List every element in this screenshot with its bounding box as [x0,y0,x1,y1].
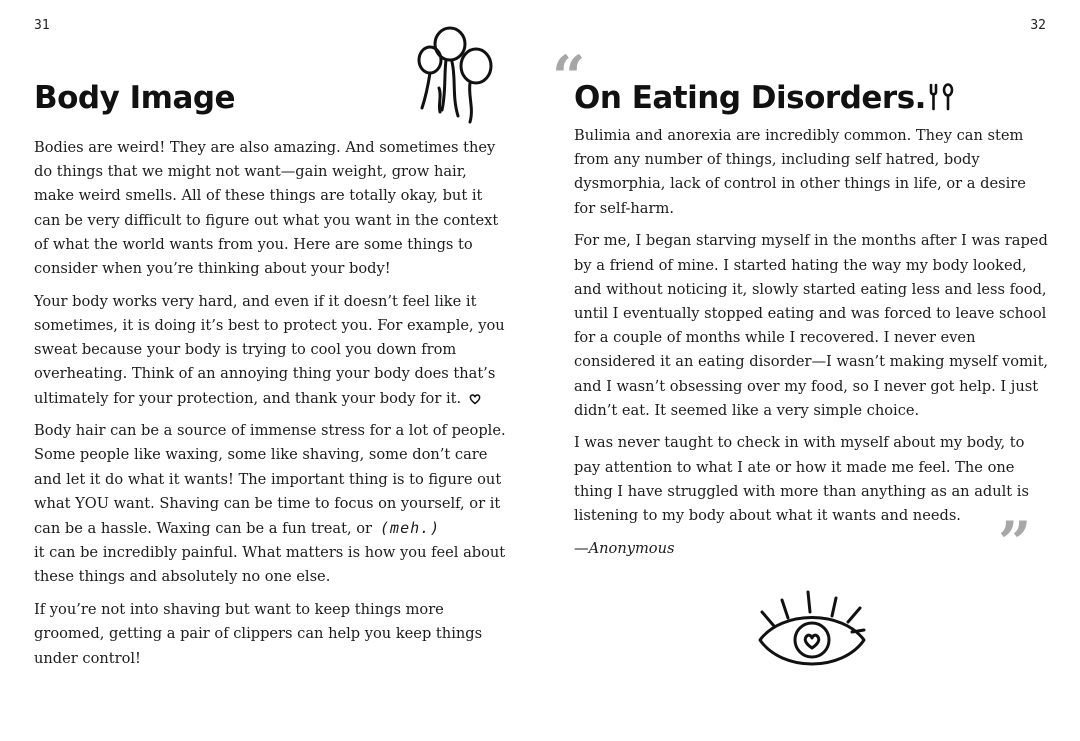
paragraph-text: Body hair can be a source of immense stress for a lot of people. Some people like waxing, some like shaving, some don’t care and let it do what it wants! The important thing is to figure out what YOU want. Shaving can be time to focus on yourself, or it can be a hassle. Waxing can be a fun treat, or [34,422,506,538]
paragraph: If you’re not into shaving but want to keep things more groomed, getting a pair of clippers can help you keep things under control! [34,601,483,667]
paragraph-with-heart [34,290,509,411]
right-body-text [574,124,1050,569]
paragraph-text: Your body works very hard, and even if it doesn’t feel like it sometimes, it is doing it’s best to protect you. For example, you sweat because your body is trying to cool you down from overheating. Think of an annoying thing your body does that’s ultimately for your protection, and thank your body for it. [34,292,505,407]
fork-spoon-icon [928,82,958,112]
paragraph: I was never taught to check in with myself about my body, to pay attention to what I ate or how it made me feel. The one thing I have struggled with more than anything as an adult is listening to my body about what it wants and needs. [574,434,1029,525]
paragraph-text-continued: it can be incredibly painful. What matters is how you feel about these things and absolutely no one else. [34,544,506,586]
balloons-icon [412,26,496,126]
page-number-right: 32 [1030,18,1046,33]
paragraph: For me, I began starving myself in the months after I was raped by a friend of mine. I started hating the way my body looked, and without noticing it, slowly started eating less and less food, until I eventually stopped eating and was forced to leave school for a couple of months while I recovered. I never even considered it an eating disorder—I wasn’t making myself vomit, and I wasn’t obsessing over my food, so I never got help. I just didn’t eat. It seemed like a very simple choice. [574,232,1049,419]
heart-icon [469,393,481,405]
handwritten-note: (meh.) [380,519,441,538]
left-body-text [34,136,509,679]
page-title-body-image: Body Image [34,80,236,116]
paragraph: Bodies are weird! They are also amazing. And sometimes they do things that we might not want—gain weight, grow hair, make weird smells. All of these things are totally okay, but it can be very difficult to figure out what you want in the context of what the world wants from you. Here are some things to consider when you’re thinking about your body! [34,139,499,278]
open-quote-mark: “ [552,43,586,111]
attribution: —Anonymous [574,539,675,557]
paragraph: Bulimia and anorexia are incredibly common. They can stem from any number of things, including self hatred, body dysmorphia, lack of control in other things in life, or a desire for self-harm. [574,127,1026,217]
paragraph-with-note [34,419,509,589]
page-number-left: 31 [34,18,50,33]
close-quote-mark: ” [998,509,1032,577]
page-title-eating-disorders: On Eating Disorders. [574,80,926,116]
eye-icon [752,590,872,680]
right-page [540,0,1080,741]
